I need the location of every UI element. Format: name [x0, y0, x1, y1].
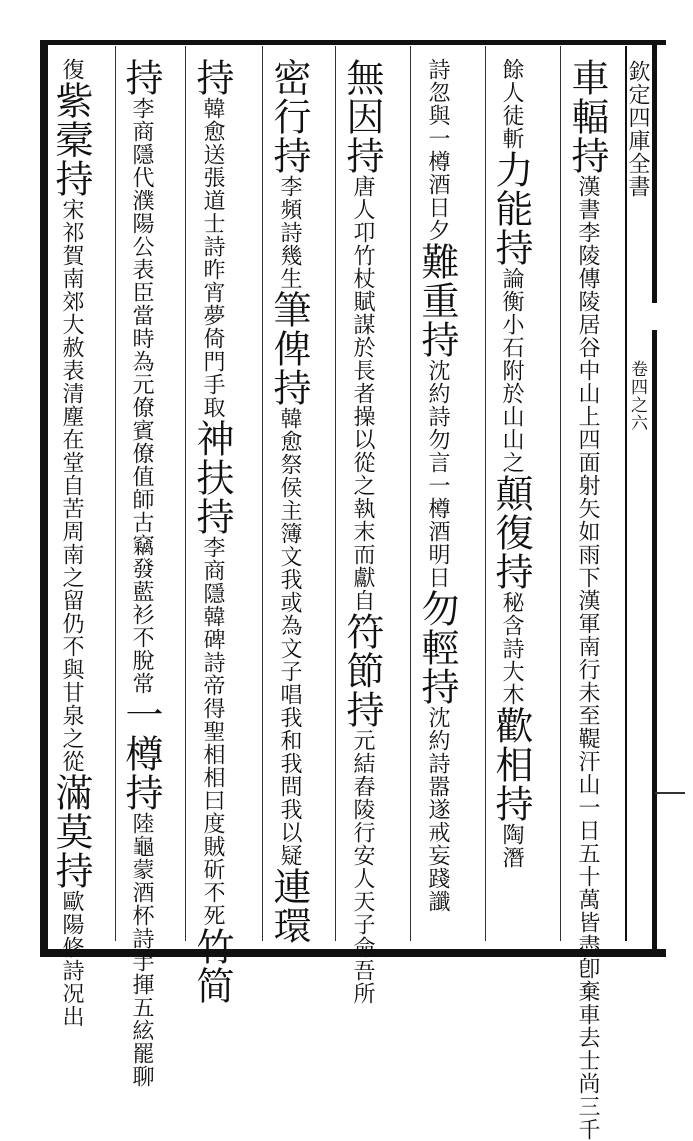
entry-heading: 持: [190, 58, 234, 97]
column-rule: [262, 46, 263, 941]
entry-heading: 密行持: [267, 58, 311, 175]
entry-note: 韓愈祭侯主簿文我或為文子唱我和我問我以疑: [277, 407, 302, 867]
entry-note: 漢書李陵傳陵居谷中山上四面射矢如雨下漢軍南行未至鞮汗山一日五十萬皆盡卽棄車去士尚三千: [575, 175, 600, 1141]
entry-heading: 連環: [267, 867, 311, 945]
margin-juan: [628, 360, 652, 530]
entry-note: 論衡小石附於山山: [499, 267, 524, 451]
entry-note: 李商隱代濮陽公表臣當時為元僚賓僚值師古竊發藍衫不脫: [129, 97, 154, 672]
text-column-2: [489, 58, 556, 938]
entry-heading: 一樽持: [119, 695, 163, 812]
entry-heading: 勿輕持: [415, 589, 459, 706]
entry-note: 李商隱韓碑詩帝得聖相相曰度賊斫不死: [200, 536, 225, 927]
margin-title: [626, 60, 654, 300]
entry-heading: 力能持: [489, 150, 533, 267]
text-column-7: [119, 58, 182, 1088]
column-rule: [485, 46, 486, 941]
entry-heading: 紫槖持: [49, 81, 93, 198]
entry-note: 自: [350, 589, 375, 612]
entry-note: 沈約詩勿言一樽酒明日: [425, 359, 450, 589]
column-rule: [410, 46, 411, 941]
entry-note: 詩忽與一樽酒日夕: [425, 58, 450, 242]
text-column-5: [267, 58, 332, 945]
entry-heading: 歡相持: [489, 706, 533, 823]
column-rule: [185, 46, 186, 941]
margin-tick: [655, 792, 685, 794]
entry-note: 陶潛: [499, 823, 524, 869]
entry-note: 歐陽修詩况出: [59, 890, 84, 1028]
entry-note: 之: [499, 451, 524, 474]
entry-note: 李頻詩幾生: [277, 175, 302, 290]
column-rule: [115, 46, 116, 941]
juan-number: 卷四之六: [627, 360, 647, 432]
right-border-bottom: [652, 330, 657, 955]
text-column-6: [190, 58, 257, 1005]
column-rule: [335, 46, 336, 941]
text-column-1: [565, 58, 624, 1141]
entry-note: 沈約詩嚣遂戒妄踐讖: [425, 706, 450, 913]
entry-heading: 符節持: [340, 612, 384, 729]
entry-note: 復: [59, 58, 84, 81]
entry-heading: 竹简: [190, 927, 234, 1005]
entry-heading: 難重持: [415, 242, 459, 359]
entry-note: 常: [129, 672, 154, 695]
text-column-8: [49, 58, 112, 1028]
entry-note: 秘含詩大木: [499, 591, 524, 706]
entry-note: 吾所: [350, 959, 375, 1005]
entry-heading: 神扶持: [190, 419, 234, 536]
entry-heading: 筆俾持: [267, 290, 311, 407]
entry-note: 陸龜蒙酒杯詩手揮五絃罷聊: [129, 812, 154, 1088]
entry-heading: 車輻持: [565, 58, 609, 175]
entry-heading: 滿莫持: [49, 773, 93, 890]
entry-note: 韓愈送張道士詩昨宵夢倚門手取: [200, 97, 225, 419]
text-column-4: [340, 58, 407, 1005]
entry-heading: 顛復持: [489, 474, 533, 591]
text-column-3: [415, 58, 482, 938]
book-title: 欽定四庫全書: [625, 60, 650, 198]
entry-heading: 無因持: [340, 58, 384, 175]
entry-note: 元結舂陵行安人天子命: [350, 729, 375, 959]
entry-note: 仍不與甘泉之從: [59, 612, 84, 773]
entry-note: 唐人卭竹杖賦謀於長者操以從之執末而獻: [350, 175, 375, 589]
entry-note: 餘人徒斬: [499, 58, 524, 150]
entry-heading: 持: [119, 58, 163, 97]
entry-note: 宋祁賀南郊大赦表清塵在堂自苦周南之留: [59, 198, 84, 612]
column-rule: [560, 46, 561, 941]
